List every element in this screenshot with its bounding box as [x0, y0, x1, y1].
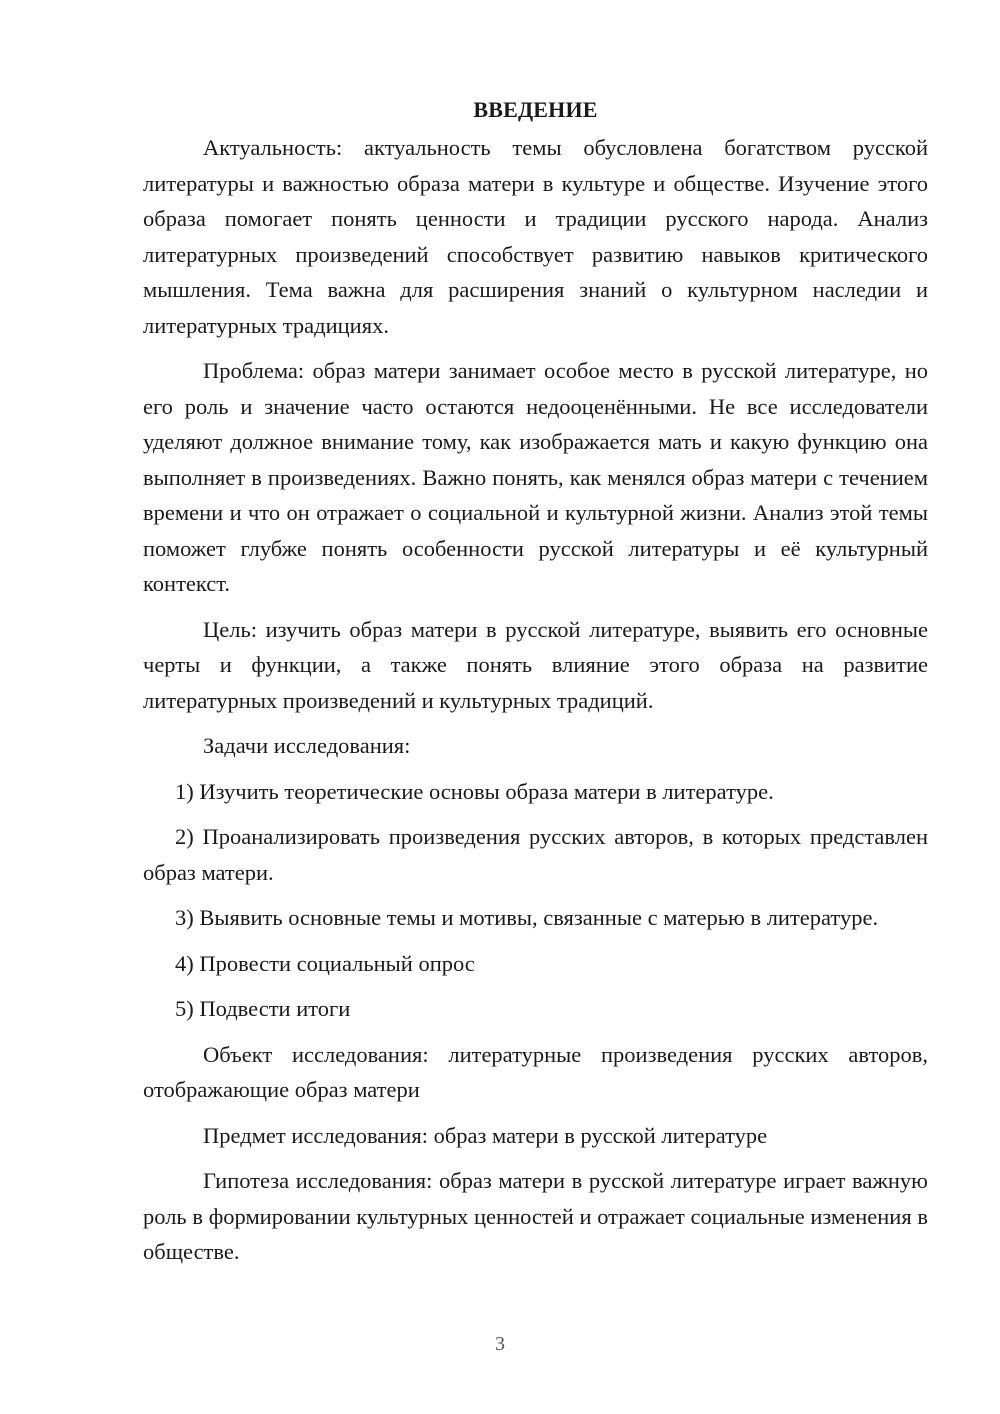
subject-paragraph: Предмет исследования: образ матери в русской литературе: [203, 1122, 768, 1148]
relevance-paragraph: Актуальность: актуальность темы обусловлена богатством русской литературы и важностью образа матери в культуре и обществе. Изучение этого образа помогает понять ценности и традиции русского народа. Анализ литературных произведений способствует развитию навыков критического мышления. Тема важна для расширения знаний о культурном наследии и литературных традициях.: [143, 135, 928, 338]
document-page: [143, 90, 928, 1280]
page-number: 3: [495, 1333, 505, 1355]
task-item: 2) Проанализировать произведения русских авторов, в которых представлен образ матери.: [143, 824, 928, 885]
tasks-heading: Задачи исследования:: [203, 733, 411, 758]
page-title: ВВЕДЕНИЕ: [473, 97, 598, 122]
task-item: 1) Изучить теоретические основы образа матери в литературе.: [175, 778, 774, 804]
task-item: 5) Подвести итоги: [175, 996, 351, 1021]
goal-paragraph: Цель: изучить образ матери в русской литературе, выявить его основные черты и функции, а также понять влияние этого образа на развитие литературных произведений и культурных традиций.: [143, 616, 928, 713]
object-paragraph: Объект исследования: литературные произведения русских авторов, отображающие образ матери: [143, 1041, 928, 1102]
task-item: 3) Выявить основные темы и мотивы, связанные с матерью в литературе.: [175, 905, 879, 930]
hypothesis-paragraph: Гипотеза исследования: образ матери в русской литературе играет важную роль в формировании культурных ценностей и отражает социальные изменения в обществе.: [143, 1168, 928, 1264]
problem-paragraph: Проблема: образ матери занимает особое место в русской литературе, но его роль и значение часто остаются недооценёнными. Не все исследователи уделяют должное внимание тому, как изображается мать и какую функцию она выполняет в произведениях. Важно понять, как менялся образ матери с течением времени и что он отражает о социальной и культурной жизни. Анализ этой темы поможет глубже понять особенности русской литературы и её культурный контекст.: [143, 358, 928, 596]
task-item: 4) Провести социальный опрос: [175, 950, 475, 976]
